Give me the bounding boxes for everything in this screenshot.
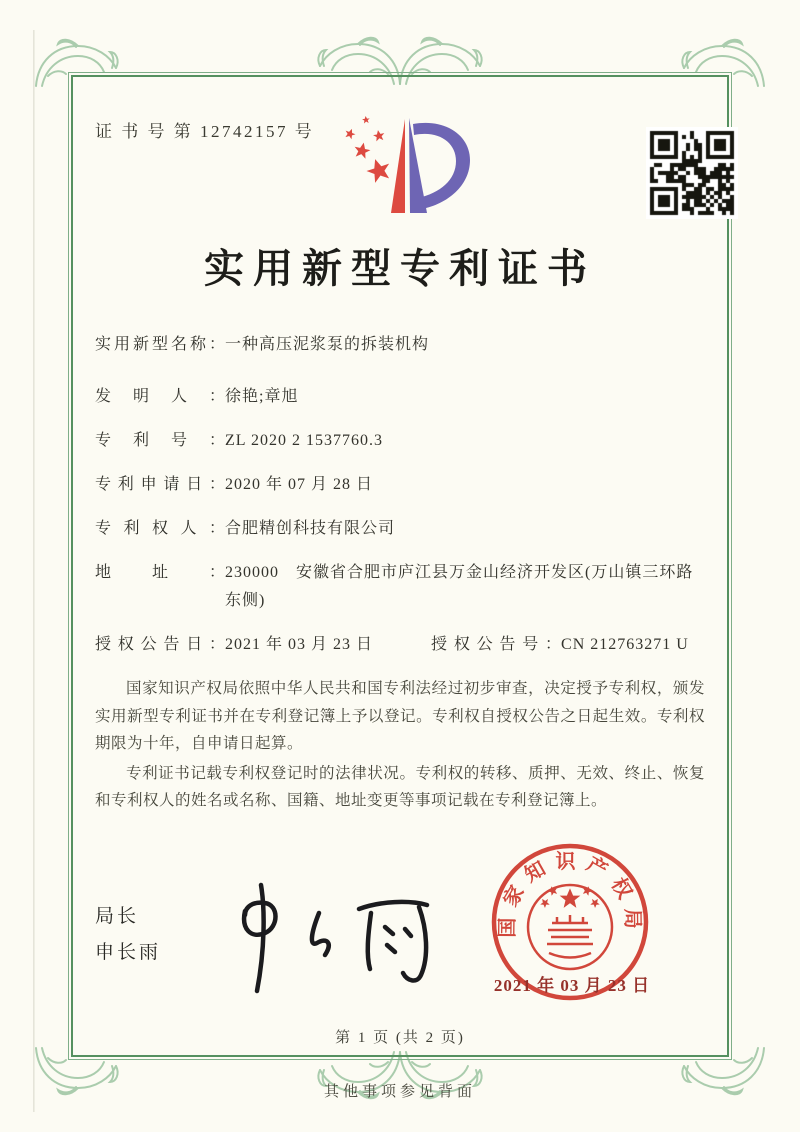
field-list — [95, 331, 705, 659]
legal-paragraph-1: 国家知识产权局依照中华人民共和国专利法经过初步审查，决定授予专利权，颁发实用新型专利证书并在专利登记簿上予以登记。专利权自授权公告之日起生效。专利权期限为十年，自申请日起算。 — [95, 680, 705, 752]
field-row-filing-date — [95, 471, 705, 499]
grant-date-pair — [95, 631, 373, 659]
seal-date: 2021 年 03 月 23 日 — [493, 976, 651, 995]
field-label-address: 地址： — [95, 564, 225, 581]
field-value-filing-date: 2020 年 07 月 28 日 — [225, 476, 374, 493]
field-row-name — [95, 331, 705, 359]
national-emblem-icon — [528, 885, 612, 969]
field-row-patent-no — [95, 427, 705, 455]
field-label-filing-date: 专利申请日： — [95, 476, 225, 493]
field-row-grant — [95, 631, 705, 659]
scan-edge-shadow — [33, 30, 35, 1112]
field-value-name: 一种高压泥浆泵的拆装机构 — [225, 336, 430, 353]
field-label-patent-no: 专利号： — [95, 432, 225, 449]
field-label-grant-no: 授权公告号： — [431, 636, 562, 653]
grant-no-pair — [431, 631, 689, 659]
cnipa-logo-icon — [333, 109, 483, 227]
field-value-inventor: 徐艳;章旭 — [225, 388, 299, 405]
reverse-side-note: 其他事项参见背面 — [323, 1084, 476, 1100]
legal-paragraph-2: 专利证书记载专利权登记时的法律状况。专利权的转移、质押、无效、终止、恢复和专利权人的姓名或名称、国籍、地址变更等事项记载在专利登记簿上。 — [95, 764, 705, 809]
field-value-grant-date: 2021 年 03 月 23 日 — [225, 636, 374, 653]
seal-text: 国家知识产权局 — [496, 850, 644, 938]
field-label-grant-date: 授权公告日： — [95, 636, 225, 653]
legal-text — [95, 675, 705, 817]
field-row-patentee — [95, 515, 705, 543]
field-label-inventor: 发明人： — [95, 388, 225, 405]
qr-code — [646, 127, 738, 219]
signature-block — [95, 899, 161, 971]
field-value-grant-no: CN 212763271 U — [561, 636, 689, 653]
signature-handwriting-icon — [199, 877, 449, 997]
certificate-frame — [68, 72, 732, 1060]
field-row-address — [95, 559, 705, 615]
certificate-number: 证 书 号 第 12742157 号 — [95, 122, 315, 141]
field-row-inventor — [95, 383, 705, 411]
field-value-patentee: 合肥精创科技有限公司 — [225, 520, 396, 537]
field-label-patentee: 专利权人： — [95, 520, 225, 537]
field-value-address: 230000 安徽省合肥市庐江县万金山经济开发区(万山镇三环路东侧) — [225, 564, 694, 609]
field-label-name: 实用新型名称： — [95, 336, 225, 353]
field-value-patent-no: ZL 2020 2 1537760.3 — [225, 432, 383, 449]
commissioner-name: 申长雨 — [95, 942, 162, 963]
page-indicator: 第 1 页 (共 2 页) — [335, 1030, 465, 1046]
commissioner-title: 局长 — [95, 906, 140, 927]
certificate-title: 实用新型专利证书 — [204, 246, 596, 291]
